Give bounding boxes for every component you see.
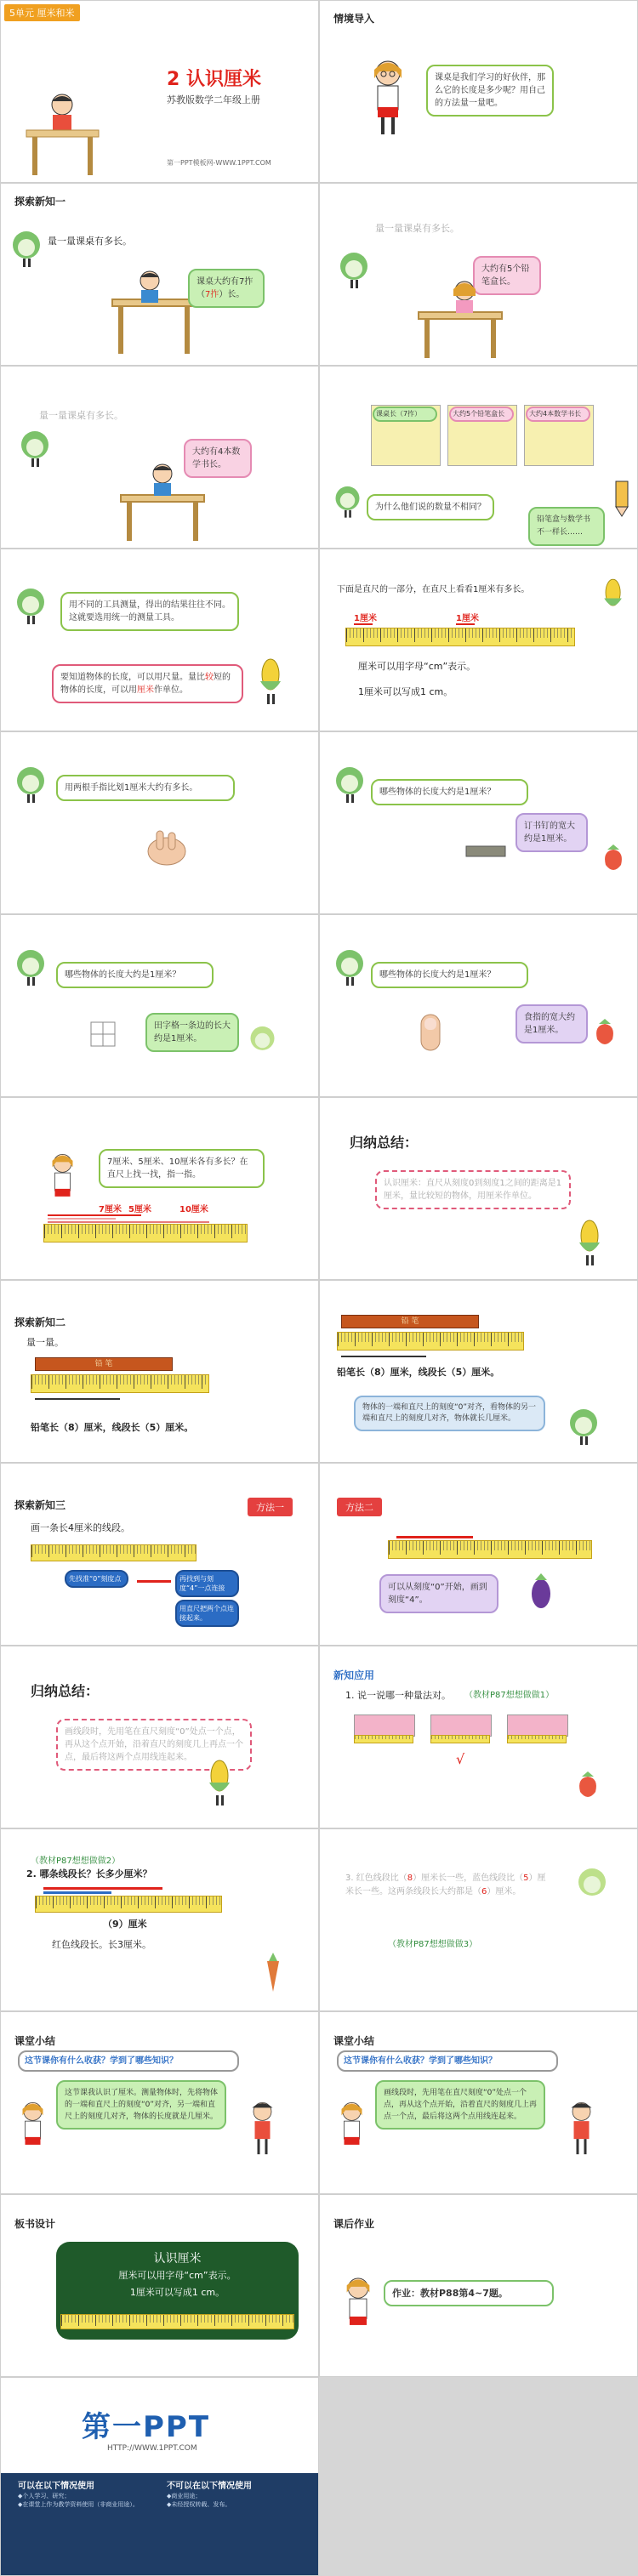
cabbage-mascot-icon bbox=[9, 226, 43, 269]
desk-leg bbox=[127, 503, 132, 541]
slide-summary-cm bbox=[319, 1097, 638, 1280]
practice-hint: （教材P87想想做做2） bbox=[31, 1857, 121, 1866]
summary-heading: 归纳总结： bbox=[31, 1683, 100, 1699]
method-label: 方法二 bbox=[337, 1498, 382, 1516]
method2-bubble: 可以从刻度“0”开始，画到刻度“4”。 bbox=[379, 1574, 498, 1613]
slide-practice-2 bbox=[0, 1828, 319, 2011]
slide-recap-1 bbox=[0, 2011, 319, 2194]
ruler-intro: 下面是直尺的一部分，在直尺上看看1厘米有多长。 bbox=[337, 585, 530, 594]
tool-bubble: 用不同的工具测量，得出的结果往往不同。这就要选用统一的测量工具。 bbox=[60, 592, 239, 631]
ruler bbox=[31, 1544, 197, 1561]
red-segment bbox=[137, 1580, 171, 1583]
slide-recap-2 bbox=[319, 2011, 638, 2194]
question-bubble: 哪些物体的长度大约是1厘米？ bbox=[371, 779, 528, 805]
cabbage-mascot-icon bbox=[337, 247, 371, 290]
cm-mark-label: 5厘米 bbox=[128, 1205, 151, 1214]
boy-measuring-illustration bbox=[137, 462, 188, 496]
step-box: 先找准“0”刻度点 bbox=[65, 1570, 128, 1588]
slide-finger-width bbox=[319, 914, 638, 1097]
desk-leg bbox=[193, 503, 198, 541]
slide-explore-1 bbox=[0, 183, 319, 366]
lesson-subtitle: 苏教版数学二年级上册 bbox=[167, 94, 260, 105]
carrot-mascot-icon bbox=[260, 1953, 286, 1995]
answer-text: ）厘米。 bbox=[462, 1367, 500, 1378]
unit-bubble-text: 作单位。 bbox=[154, 685, 188, 695]
cabbage-mascot-icon bbox=[248, 1021, 277, 1060]
option-c bbox=[507, 1714, 568, 1737]
cm-mark-label: 1厘米 bbox=[456, 614, 479, 623]
ruler bbox=[507, 1735, 567, 1743]
strawberry-mascot-icon bbox=[575, 1770, 601, 1804]
cabbage-mascot-icon bbox=[18, 426, 52, 469]
answer-value: 5 bbox=[455, 1367, 463, 1378]
measure-prompt: 量一量课桌有多长。 bbox=[39, 410, 123, 421]
slide-mathbook bbox=[0, 366, 319, 549]
cm-mark bbox=[456, 623, 475, 625]
line-segment bbox=[35, 1398, 120, 1400]
finger-bubble: 食指的宽大约是1厘米。 bbox=[516, 1004, 588, 1043]
brand-url: HTTP://WWW.1PPT.COM bbox=[107, 2444, 197, 2453]
lengths-bubble: 7厘米、5厘米、10厘米各有多长？在直尺上找一找，指一指。 bbox=[99, 1149, 265, 1188]
usage-title: 可以在以下情况使用 bbox=[18, 2482, 94, 2491]
panel-c-label: 大约4本数学书长 bbox=[526, 407, 590, 422]
teacher-girl-illustration bbox=[43, 1149, 82, 1213]
teacher-girl-illustration bbox=[333, 2097, 371, 2161]
question-text: 3. 红色线段比（ bbox=[345, 1874, 407, 1883]
answer-line bbox=[103, 1918, 147, 1931]
section-title: 探索新知一 bbox=[14, 196, 66, 208]
question-text: ）厘米。 bbox=[487, 1887, 521, 1896]
desk-leg bbox=[424, 320, 430, 358]
slide-pencilbox bbox=[319, 183, 638, 366]
panel-a-label: 课桌长（7拃） bbox=[373, 407, 437, 422]
mathbook-bubble: 大约有4本数学书长。 bbox=[184, 439, 252, 478]
recap-banner: 这节课你有什么收获？学到了哪些知识？ bbox=[337, 2050, 558, 2072]
cm-mark bbox=[48, 1214, 141, 1216]
slide-practice-3 bbox=[319, 1828, 638, 2011]
usage-panel bbox=[1, 2473, 319, 2576]
student-at-desk-illustration bbox=[22, 86, 103, 179]
recap-banner: 这节课你有什么收获？学到了哪些知识？ bbox=[18, 2050, 239, 2072]
ruler bbox=[43, 1224, 248, 1243]
unit-bubble-emph: 厘米 bbox=[137, 685, 154, 695]
usage-title: 不可以在以下情况使用 bbox=[167, 2482, 252, 2491]
intro-bubble: 课桌是我们学习的好伙伴，那么它的长度是多少呢？用自己的方法量一量吧。 bbox=[426, 65, 554, 117]
empty-area bbox=[319, 2377, 638, 2576]
section-title: 课堂小结 bbox=[14, 2035, 56, 2047]
line-segment bbox=[341, 1356, 426, 1357]
boy-measuring-illustration bbox=[124, 269, 175, 303]
slide-credits bbox=[0, 2377, 319, 2576]
tian-grid-illustration bbox=[90, 1021, 116, 1047]
slide-find-lengths bbox=[0, 1097, 319, 1280]
answer-value: 5 bbox=[149, 1422, 157, 1433]
cm-mark-label: 7厘米 bbox=[99, 1205, 122, 1214]
cabbage-mascot-icon bbox=[575, 1863, 609, 1906]
answer-value: 8 bbox=[374, 1367, 381, 1378]
lesson-title: 2 认识厘米 bbox=[167, 69, 261, 90]
answer-bubble: 铅笔盒与数学书不一样长…… bbox=[528, 507, 605, 546]
answer-line: 红色线段长。长3厘米。 bbox=[52, 1939, 151, 1950]
credit-text: 第一PPT模板网-WWW.1PPT.COM bbox=[167, 159, 271, 167]
rule-bubble: 物体的一端和直尺上的刻度“0”对齐，看物体的另一端和直尺上的刻度几对齐，物体就长几厘米。 bbox=[354, 1396, 545, 1431]
bubble-text: ）长。 bbox=[219, 290, 245, 299]
cm-mark bbox=[354, 623, 373, 625]
answer-value: 8 bbox=[68, 1422, 75, 1433]
option-a bbox=[354, 1714, 415, 1737]
panel-b-label: 大约5个铅笔盒长 bbox=[449, 407, 514, 422]
desk-leg bbox=[185, 307, 190, 354]
pencilbox-bubble: 大约有5个铅笔盒长。 bbox=[473, 256, 541, 295]
unit-tag: 5单元 厘米和米 bbox=[4, 4, 80, 21]
answer-text: ）厘米，线段长（ bbox=[74, 1422, 150, 1433]
question-bubble: 哪些物体的长度大约是1厘米？ bbox=[371, 962, 528, 988]
corn-mascot-icon bbox=[256, 656, 286, 707]
ruler bbox=[31, 1374, 209, 1393]
slide-homework bbox=[319, 2194, 638, 2377]
answer-line bbox=[31, 1421, 193, 1435]
slide-staple bbox=[319, 731, 638, 914]
cm-mark bbox=[48, 1221, 209, 1223]
homework-box: 作业：教材P88第4~7题。 bbox=[384, 2280, 554, 2306]
slide-unified-tool bbox=[0, 549, 319, 731]
ruler bbox=[337, 1332, 524, 1351]
slide-ruler-cm bbox=[319, 549, 638, 731]
slide-method-2 bbox=[319, 1463, 638, 1646]
slide-measure-rule bbox=[319, 1280, 638, 1463]
question-text: ）厘米长一些。这两条线段长大约都是（ bbox=[345, 1874, 546, 1896]
answer-text: ）厘米，线段长（ bbox=[380, 1367, 456, 1378]
ruler bbox=[430, 1735, 490, 1743]
summary-box: 画线段时，先用笔在直尺刻度“0”处点一个点，再从这个点开始，沿着直尺的刻度几上再点一个点，最后将这两个点用线连起来。 bbox=[56, 1719, 252, 1771]
practice-question: 1. 说一说哪一种量法对。 bbox=[345, 1690, 451, 1701]
answer-value: 8 bbox=[407, 1874, 413, 1883]
board-line: 厘米可以用字母“cm”表示。 bbox=[118, 2270, 236, 2281]
student-girl-illustration bbox=[562, 2097, 601, 2161]
slide-cover bbox=[0, 0, 319, 183]
red-segment bbox=[43, 1887, 162, 1890]
practice-question bbox=[345, 1872, 550, 1899]
teacher-girl-illustration bbox=[14, 2097, 52, 2161]
teacher-girl-illustration bbox=[362, 56, 413, 137]
summary-box: 认识厘米：直尺从刻度0到刻度1之间的距离是1厘米，量比较短的物体，用厘米作单位。 bbox=[375, 1170, 571, 1209]
ruler bbox=[388, 1540, 592, 1559]
cabbage-mascot-icon bbox=[14, 583, 48, 626]
fingertip-illustration bbox=[418, 1013, 443, 1051]
staple-bubble: 订书钉的宽大约是1厘米。 bbox=[516, 813, 588, 852]
desk-leg bbox=[118, 307, 123, 354]
answer-text: （ bbox=[103, 1919, 112, 1930]
cabbage-mascot-icon bbox=[333, 481, 362, 520]
corn-mascot-icon bbox=[601, 575, 626, 622]
measure-prompt: 量一量课桌有多长。 bbox=[375, 223, 459, 234]
gesture-bubble: 用两根手指比划1厘米大约有多长。 bbox=[56, 775, 235, 801]
cm-symbol-note: 厘米可以用字母“cm”表示。 bbox=[358, 661, 476, 672]
cm-mark bbox=[48, 1218, 116, 1220]
answer-text: ）厘米。 bbox=[156, 1422, 194, 1433]
bubble-text: 课桌大约有7拃 bbox=[197, 277, 253, 287]
cabbage-mascot-icon bbox=[333, 945, 367, 987]
slide-explore-2 bbox=[0, 1280, 319, 1463]
step-box: 用直尺把两个点连接起来。 bbox=[175, 1600, 239, 1627]
grid-bubble: 田字格一条边的长大约是1厘米。 bbox=[145, 1013, 239, 1052]
finger-gesture-illustration bbox=[141, 826, 192, 868]
ruler bbox=[354, 1735, 413, 1743]
measure-prompt: 量一量。 bbox=[26, 1337, 64, 1348]
ruler bbox=[35, 1896, 222, 1913]
draw-prompt: 画一条长4厘米的线段。 bbox=[31, 1522, 130, 1533]
practice-hint: （教材P87想想做做3） bbox=[388, 1940, 478, 1949]
brand-logo: 第一PPT bbox=[82, 2410, 211, 2444]
slide-grid bbox=[0, 914, 319, 1097]
slide-compare bbox=[319, 366, 638, 549]
corn-mascot-icon bbox=[205, 1757, 235, 1808]
section-title: 探索新知三 bbox=[14, 1499, 66, 1511]
corn-mascot-icon bbox=[575, 1217, 605, 1268]
cm-mark-label: 10厘米 bbox=[179, 1205, 208, 1214]
red-segment bbox=[396, 1536, 473, 1538]
section-title: 板书设计 bbox=[14, 2218, 56, 2230]
usage-line: ◆未经授权转载、发布。 bbox=[167, 2501, 231, 2508]
answer-value: 5 bbox=[523, 1874, 529, 1883]
usage-line: ◆在课堂上作为教学资料使用（非商业用途）。 bbox=[18, 2501, 139, 2508]
option-b bbox=[430, 1714, 492, 1737]
practice-hint: （教材P87想想做做1） bbox=[464, 1691, 555, 1700]
answer-text: 铅笔长（ bbox=[337, 1367, 374, 1378]
answer-value: 9 bbox=[112, 1919, 119, 1930]
teacher-girl-illustration bbox=[337, 2272, 379, 2344]
cabbage-mascot-icon bbox=[567, 1404, 601, 1447]
section-title: 探索新知二 bbox=[14, 1316, 66, 1328]
blue-segment bbox=[43, 1891, 111, 1894]
question-bubble: 为什么他们说的数量不相同？ bbox=[367, 494, 494, 520]
method-label: 方法一 bbox=[248, 1498, 293, 1516]
slide-finger-gesture bbox=[0, 731, 319, 914]
girl-measuring-illustration bbox=[439, 279, 490, 313]
board-title: 认识厘米 bbox=[153, 2252, 202, 2266]
slide-board bbox=[0, 2194, 319, 2377]
cm-write-note: 1厘米可以写成1 cm。 bbox=[358, 686, 453, 697]
question-text: ）厘米长一些，蓝色线段比（ bbox=[413, 1874, 524, 1883]
usage-line: ◆商业用途； bbox=[167, 2493, 202, 2499]
pencil: 铅 笔 bbox=[35, 1357, 173, 1371]
answer-text: 铅笔长（ bbox=[31, 1422, 68, 1433]
bubble-text: （ bbox=[197, 290, 205, 299]
span-bubble bbox=[188, 269, 265, 308]
summary-heading: 归纳总结： bbox=[350, 1134, 419, 1151]
cabbage-mascot-icon bbox=[333, 762, 367, 805]
board-line: 1厘米可以写成1 cm。 bbox=[129, 2287, 225, 2298]
section-title: 课后作业 bbox=[333, 2218, 375, 2230]
correct-check: √ bbox=[456, 1751, 465, 1767]
question-bubble: 哪些物体的长度大约是1厘米？ bbox=[56, 962, 214, 988]
practice-question: 2. 哪条线段长？长多少厘米？ bbox=[26, 1868, 152, 1879]
slide-explore-3 bbox=[0, 1463, 319, 1646]
pencil: 铅 笔 bbox=[341, 1315, 479, 1328]
cabbage-mascot-icon bbox=[14, 945, 48, 987]
recap-text: 这节课我认识了厘米。测量物体时，先将物体的一端和直尺上的刻度“0”对齐，另一端和直尺上的刻度几对齐，物体的长度就是几厘米。 bbox=[56, 2080, 226, 2130]
slide-practice-1 bbox=[319, 1646, 638, 1828]
section-title: 课堂小结 bbox=[333, 2035, 375, 2047]
bubble-answer: 7拃 bbox=[205, 290, 219, 299]
strawberry-mascot-icon bbox=[601, 843, 626, 877]
ruler bbox=[60, 2314, 294, 2329]
unit-bubble-text: 短的物体的长度，可以用 bbox=[60, 673, 231, 695]
eggplant-mascot-icon bbox=[528, 1570, 554, 1612]
staple-illustration bbox=[464, 843, 507, 860]
answer-text: ）厘米 bbox=[118, 1919, 147, 1930]
slide-summary-draw bbox=[0, 1646, 319, 1828]
section-title: 情境导入 bbox=[333, 13, 375, 25]
step-box: 再找到与刻度“4”一点连接 bbox=[175, 1570, 239, 1597]
cm-mark-label: 1厘米 bbox=[354, 614, 377, 623]
measure-prompt: 量一量课桌有多长。 bbox=[48, 236, 132, 247]
answer-line bbox=[337, 1366, 499, 1379]
section-title: 新知应用 bbox=[333, 1669, 375, 1681]
usage-line: ◆个人学习、研究； bbox=[18, 2493, 71, 2499]
pencil-mascot-icon bbox=[609, 477, 635, 520]
answer-value: 6 bbox=[481, 1887, 487, 1896]
unit-bubble bbox=[52, 664, 243, 703]
student-girl-illustration bbox=[243, 2097, 282, 2161]
ruler bbox=[345, 628, 575, 646]
slide-intro bbox=[319, 0, 638, 183]
desk-leg bbox=[491, 320, 496, 358]
cabbage-mascot-icon bbox=[14, 762, 48, 805]
strawberry-mascot-icon bbox=[592, 1017, 618, 1051]
unit-bubble-emph: 较 bbox=[205, 673, 214, 682]
unit-bubble-text: 要知道物体的长度，可以用尺量。量比 bbox=[60, 673, 205, 682]
recap-text: 画线段时，先用笔在直尺刻度“0”处点一个点，再从这个点开始，沿着直尺的刻度几上再点一个点，最后将这两个点用线连起来。 bbox=[375, 2080, 545, 2130]
